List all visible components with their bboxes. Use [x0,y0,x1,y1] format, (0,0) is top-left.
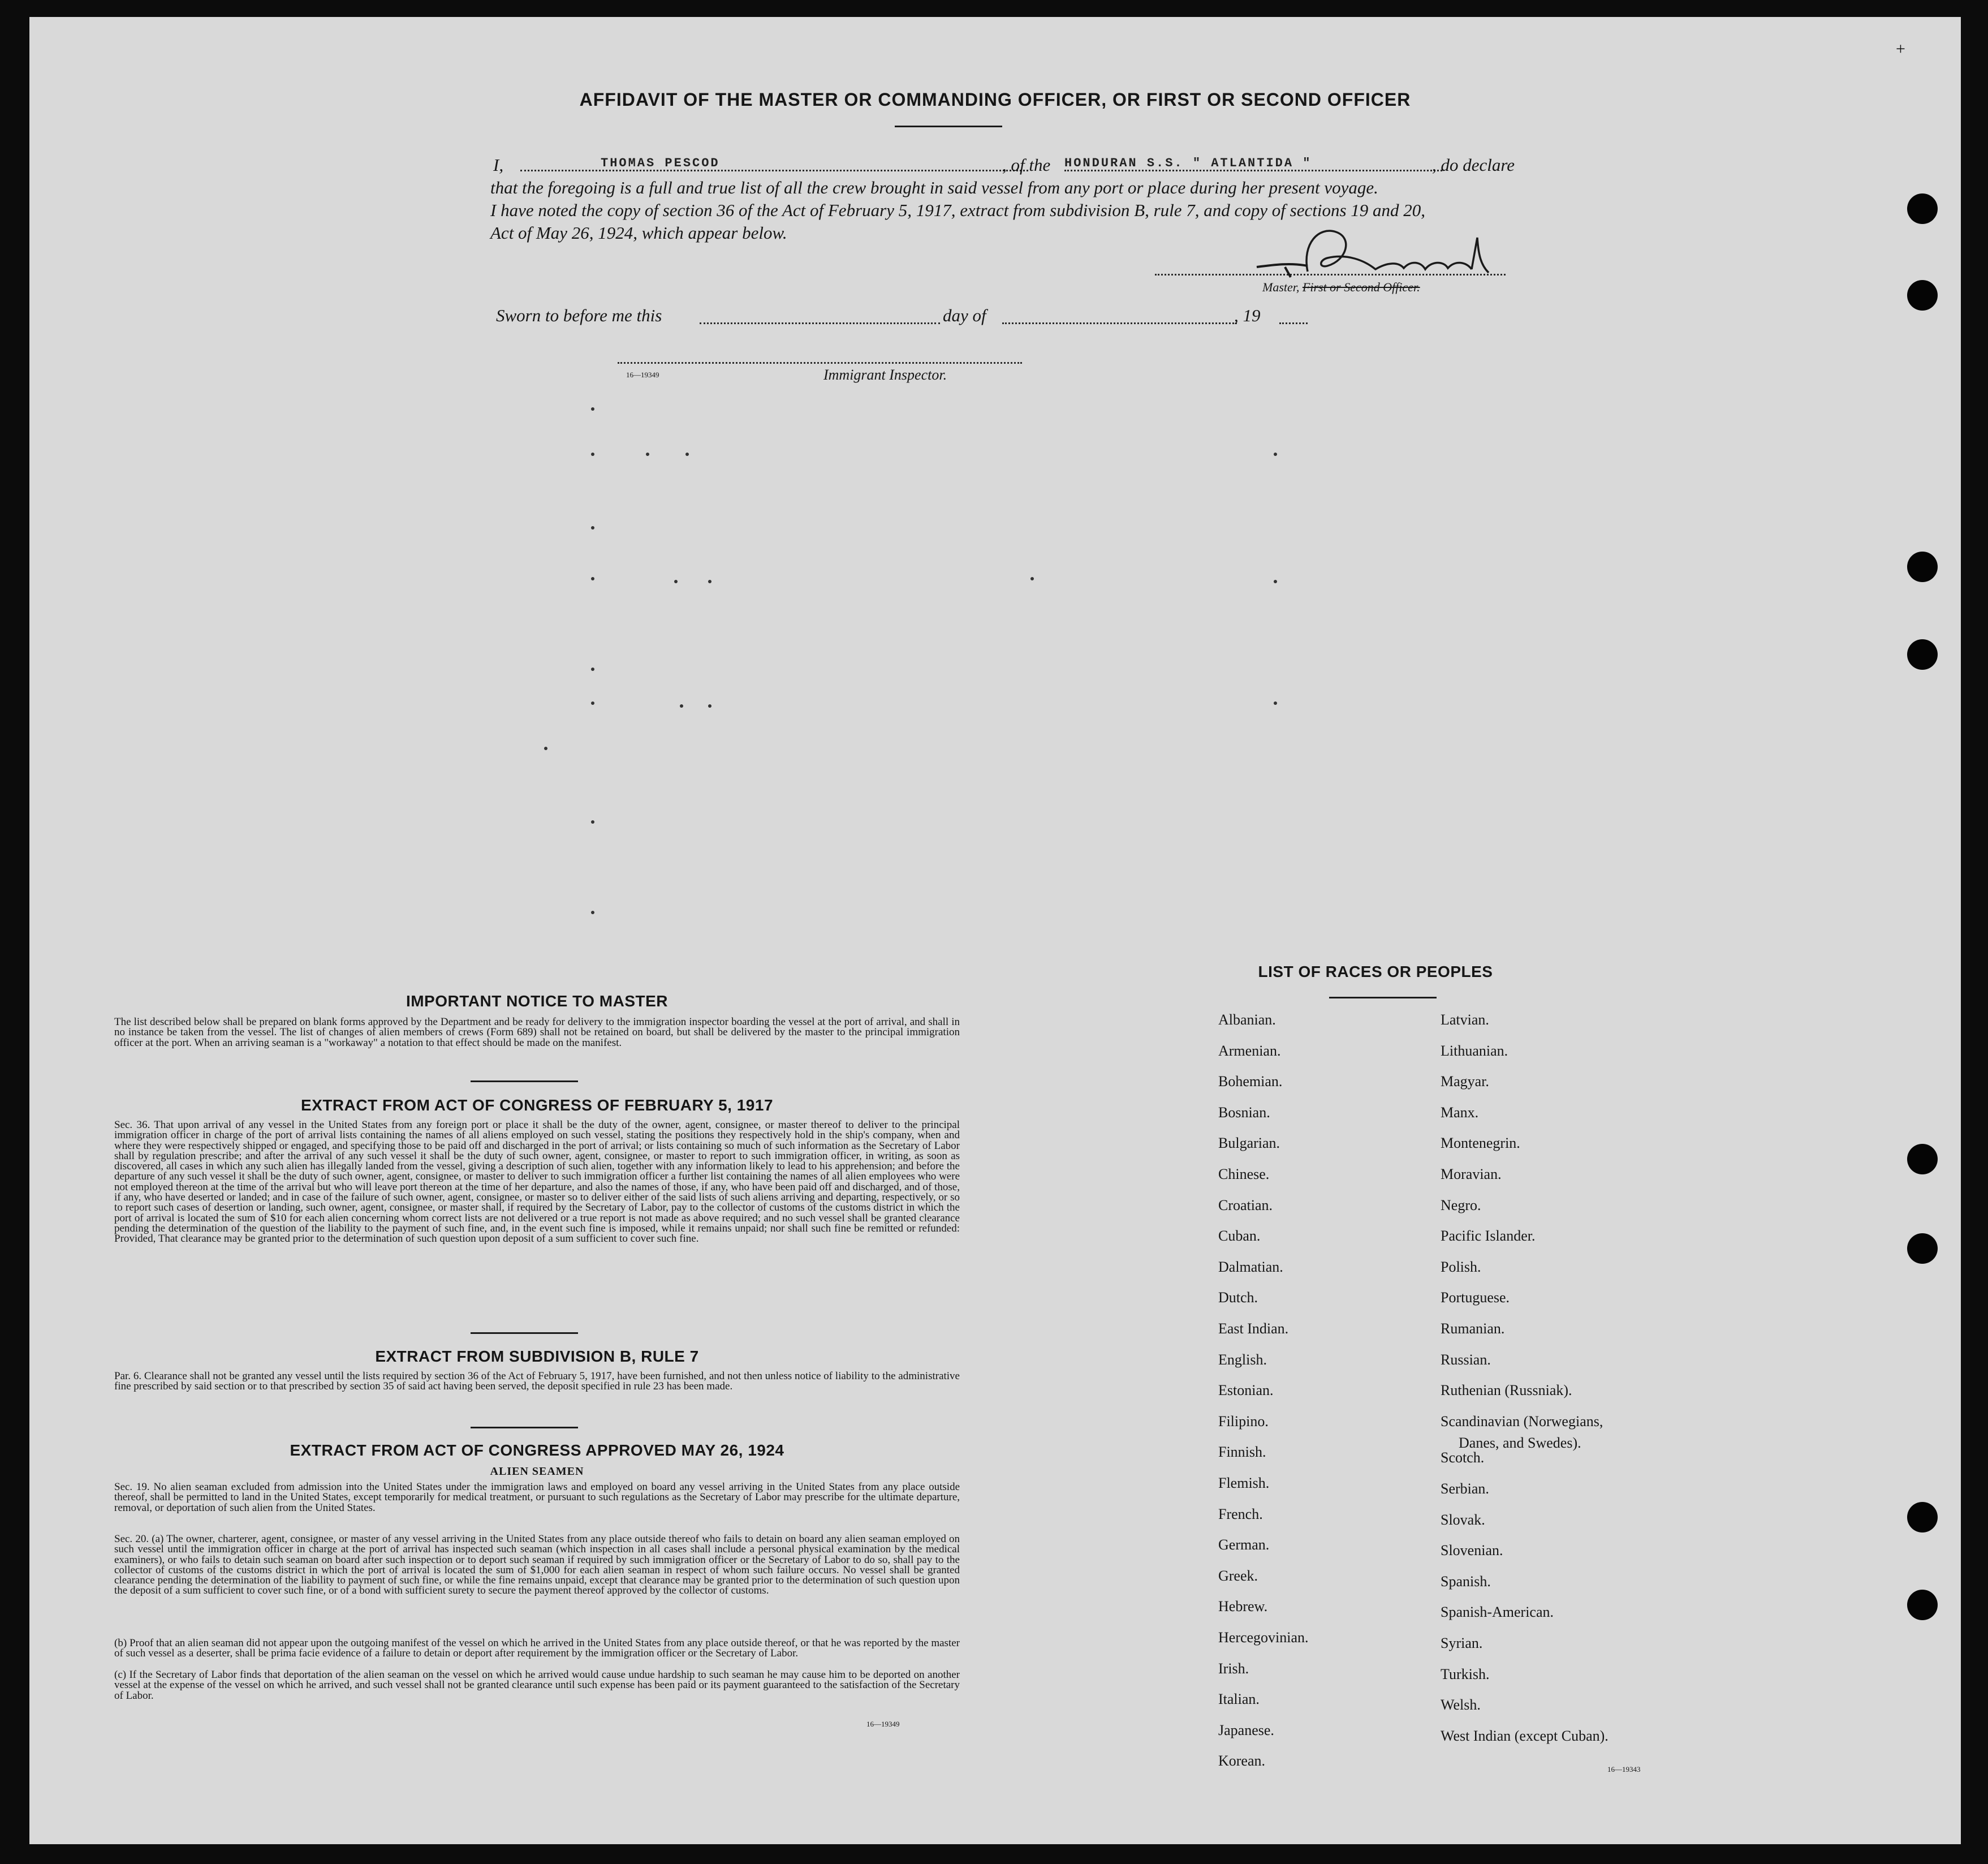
race-item: Armenian. [1218,1042,1281,1059]
race-item: Slovenian. [1441,1542,1503,1559]
race-item: Hercegovinian. [1218,1629,1309,1646]
form-number: 16—19349 [866,1720,900,1728]
affidavit-line-4: Act of May 26, 1924, which appear below. [490,223,787,243]
race-item: Korean. [1218,1753,1266,1770]
sworn-year-blank [1279,322,1308,324]
signature [1206,221,1500,283]
race-item: Italian. [1218,1691,1260,1708]
corner-mark: + [1896,40,1905,58]
race-item: Bosnian. [1218,1104,1270,1121]
divider [471,1080,578,1082]
punch-hole [1907,280,1938,311]
extract-1924-subtitle: ALIEN SEAMEN [490,1465,584,1478]
race-item: Slovak. [1441,1511,1485,1528]
extract-1924-sec19: Sec. 19. No alien seaman excluded from admission into the United States under the immigration laws and employed on board any vessel arriving in the United States from any place outside thereof, shall be permitted to land in the United States, except temporarily for medical treatment, or pursuant to such regulations as the Secretary of Labor may prescribe for the ultimate departure, removal, or deportation of such alien from the United States. [114,1481,960,1514]
year-label: , 19 [1234,305,1261,325]
signer-caption: Master, First or Second Officer. [1262,280,1420,294]
race-item: Greek. [1218,1567,1258,1584]
race-item: Estonian. [1218,1382,1274,1399]
divider [1329,997,1437,998]
extract-rule7-body: Par. 6. Clearance shall not be granted any vessel until the lists required by section 36 of the Act of February 5, 1917, have been furnished, and not then unless notice of liability to the administrative fine prescribed by said section or to that prescribed by section 35 of said act having been served, the deposit specified in rule 23 has been made. [114,1370,960,1393]
race-item: Danes, and Swedes). [1459,1435,1581,1452]
race-item: East Indian. [1218,1320,1289,1337]
punch-hole [1907,1502,1938,1532]
punch-hole [1907,1233,1938,1264]
race-item: Scotch. [1441,1449,1485,1466]
race-item: Polish. [1441,1258,1481,1275]
race-item: Hebrew. [1218,1598,1268,1615]
race-item: Japanese. [1218,1721,1274,1738]
race-item: Montenegrin. [1441,1135,1520,1152]
punch-hole [1907,1590,1938,1620]
race-item: English. [1218,1351,1267,1368]
race-item: Cuban. [1218,1228,1261,1245]
inspector-signature-line [618,362,1022,364]
race-item: Syrian. [1441,1635,1483,1651]
race-item: Bulgarian. [1218,1135,1280,1152]
extract-1917-body: Sec. 36. That upon arrival of any vessel in the United States from any foreign port or place it shall be the duty of the owner, agent, consignee, or master thereof to deliver to the principal immigration officer in charge of the port of arrival lists containing the names of all aliens employed on such vessel, stating the positions they respectively hold in the ship's company, when and where they were respectively shipped or engaged, and specifying those to be paid off and discharged in the port of arrival; or lists containing so much of such information as the Secretary of Labor shall by regulation prescribe; and after the arrival of any such vessel it shall be the duty of such owner, agent, consignee, or master to report to such immigration officer, in writing, as soon as discovered, all cases in which any such alien has illegally landed from the vessel, giving a description of such alien, together with any information likely to lead to his apprehension; and before the departure of any such vessel it shall be the duty of such owner, agent, consignee, or master to deliver to such immigration officer a further list containing the names of all alien employees who were not employed thereon at the time of the arrival but who will leave port thereon at the time of her departure, and also the names of those, if any, who have been paid off and discharged, and of those, if any, who have deserted or landed; and in case of the failure of such owner, agent, consignee, or master so to deliver either of the said lists of such aliens arriving and departing, respectively, or so to report such cases of desertion or landing, such owner, agent, consignee, or master shall, if required by the Secretary of Labor, pay to the collector of customs of the customs district in which the port of arrival is located the sum of $10 for each alien concerning whom correct lists are not delivered or a true report is not made as above required; and no such vessel shall be granted clearance pending the determination of the question of the liability to the payment of such fine, and, in the event such fine is imposed, while it remains unpaid; nor shall such fine be remitted or refunded: Provided, That clearance may be granted prior to the determination of such question upon deposit of a sum sufficient to cover such fine. [114,1119,960,1245]
name-filled: THOMAS PESCOD [601,156,720,170]
affidavit-line-2: that the foregoing is a full and true list of all the crew brought in said vessel from any port or place during her present voyage. [490,178,1378,197]
vessel-filled: HONDURAN S.S. " ATLANTIDA " [1064,156,1312,170]
race-item: Negro. [1441,1196,1481,1213]
extract-1924-title: EXTRACT FROM ACT OF CONGRESS APPROVED MAY 26, 1924 [290,1441,784,1459]
race-item: Portuguese. [1441,1289,1510,1306]
race-item: Serbian. [1441,1480,1489,1497]
race-item: Dalmatian. [1218,1258,1283,1275]
punch-hole [1907,639,1938,670]
i-label: I, [493,155,504,175]
race-item: Pacific Islander. [1441,1228,1536,1245]
race-item: Dutch. [1218,1289,1258,1306]
affidavit-line-1 [493,155,503,175]
race-item: Russian. [1441,1351,1491,1368]
race-item: West Indian (except Cuban). [1441,1727,1608,1744]
divider [471,1332,578,1334]
race-item: Filipino. [1218,1413,1269,1430]
race-item: Spanish. [1441,1573,1491,1590]
race-item: Lithuanian. [1441,1042,1508,1059]
punch-hole [1907,193,1938,224]
sworn-label: Sworn to before me this [496,305,662,325]
sworn-month-blank [1002,322,1237,324]
notice-title: IMPORTANT NOTICE TO MASTER [406,992,669,1010]
race-item: Magyar. [1441,1073,1489,1090]
race-item: Spanish-American. [1441,1604,1554,1621]
day-of-label: day of [943,305,986,325]
race-item: Flemish. [1218,1475,1270,1491]
extract-1924-sec20c: (c) If the Secretary of Labor finds that deportation of the alien seaman on the vessel on which he arrived would cause undue hardship to such seaman he may cause him to be deported on another vessel at the expense of the vessel on which he arrived, and such vessel shall not be granted clearance until such expense has been paid or its payment guaranteed to the satisfaction of the Secretary of Labor. [114,1669,960,1702]
race-item: Finnish. [1218,1444,1266,1461]
race-item: Manx. [1441,1104,1479,1121]
race-item: French. [1218,1505,1263,1522]
race-item: Croatian. [1218,1196,1273,1213]
race-item: Ruthenian (Russniak). [1441,1382,1572,1399]
race-item: Moravian. [1441,1166,1502,1182]
form-number: 16—19343 [1607,1765,1641,1773]
punch-hole [1907,552,1938,582]
extract-1924-sec20a: Sec. 20. (a) The owner, charterer, agent, consignee, or master of any vessel arriving in the United States from any place outside thereof who fails to detain on board any alien seaman employed on such vessel until the immigration officer in charge at the port of arrival has inspected such seaman (which inspection in all cases shall include a personal physical examination by the medical examiners), or who fails to detain such seaman on board after such inspection or to deport such seaman if required by such immigration officer or the Secretary of Labor to do so, shall pay to the collector of customs of the customs district in which the port of arrival is located the sum of $1,000 for each alien seaman in respect of whom such failure occurs. No vessel shall be granted clearance pending the determination of the liability to payment of such fine, or while the fine remains unpaid, except that clearance may be granted prior to the determination of such question upon the deposit of a sum sufficient to cover such fine, or of a bond with sufficient surety to secure the payment thereof approved by the collector of customs. [114,1533,960,1597]
do-declare-label: , do declare [1432,155,1515,175]
divider [471,1427,578,1428]
race-item: Bohemian. [1218,1073,1283,1090]
race-item: German. [1218,1536,1270,1553]
punch-hole [1907,1144,1938,1174]
race-item: Scandinavian (Norwegians, [1441,1413,1603,1430]
race-item: Turkish. [1441,1665,1490,1682]
race-item: Rumanian. [1441,1320,1505,1337]
struck-officer-text: First or Second Officer. [1302,280,1420,294]
race-item: Irish. [1218,1660,1249,1677]
notice-body: The list described below shall be prepared on blank forms approved by the Department and be ready for delivery to the immigration inspector boarding the vessel at the port of arrival, and shall in no instance be taken from the vessel. The list of changes of alien members of crews (Form 689) shall not be retained on board, but shall be delivered by the master to the principal immigration officer at the port. When an arriving seaman is a "workaway" a notation to that effect should be made on the manifest. [114,1016,960,1049]
affidavit-line-3: I have noted the copy of section 36 of the Act of February 5, 1917, extract from subdivision B, rule 7, and copy of sections 19 and 20, [490,200,1426,220]
name-blank [520,170,1028,171]
extract-rule7-title: EXTRACT FROM SUBDIVISION B, RULE 7 [375,1348,699,1365]
races-title: LIST OF RACES OR PEOPLES [1258,963,1493,980]
extract-1924-sec20b: (b) Proof that an alien seaman did not appear upon the outgoing manifest of the vessel on which he arrived in the United States from any place outside thereof, or that he was reported by the master of such vessel as a deserter, shall be prima facie evidence of a failure to detain or deport after requirement by the immigration officer or the Secretary of Labor. [114,1637,960,1660]
extract-1917-title: EXTRACT FROM ACT OF CONGRESS OF FEBRUARY 5, 1917 [300,1096,774,1114]
affidavit-title: AFFIDAVIT OF THE MASTER OR COMMANDING OFFICER, OR FIRST OR SECOND OFFICER [579,89,1411,110]
race-item: Chinese. [1218,1166,1270,1182]
divider [895,126,1002,127]
race-item: Albanian. [1218,1011,1276,1028]
race-item: Welsh. [1441,1697,1481,1714]
race-item: Latvian. [1441,1011,1489,1028]
inspector-label: Immigrant Inspector. [823,367,947,383]
sworn-day-blank [700,322,940,324]
document-page [29,17,1961,1844]
of-the-label: , of the [1002,155,1051,175]
form-number: 16—19349 [626,371,659,379]
